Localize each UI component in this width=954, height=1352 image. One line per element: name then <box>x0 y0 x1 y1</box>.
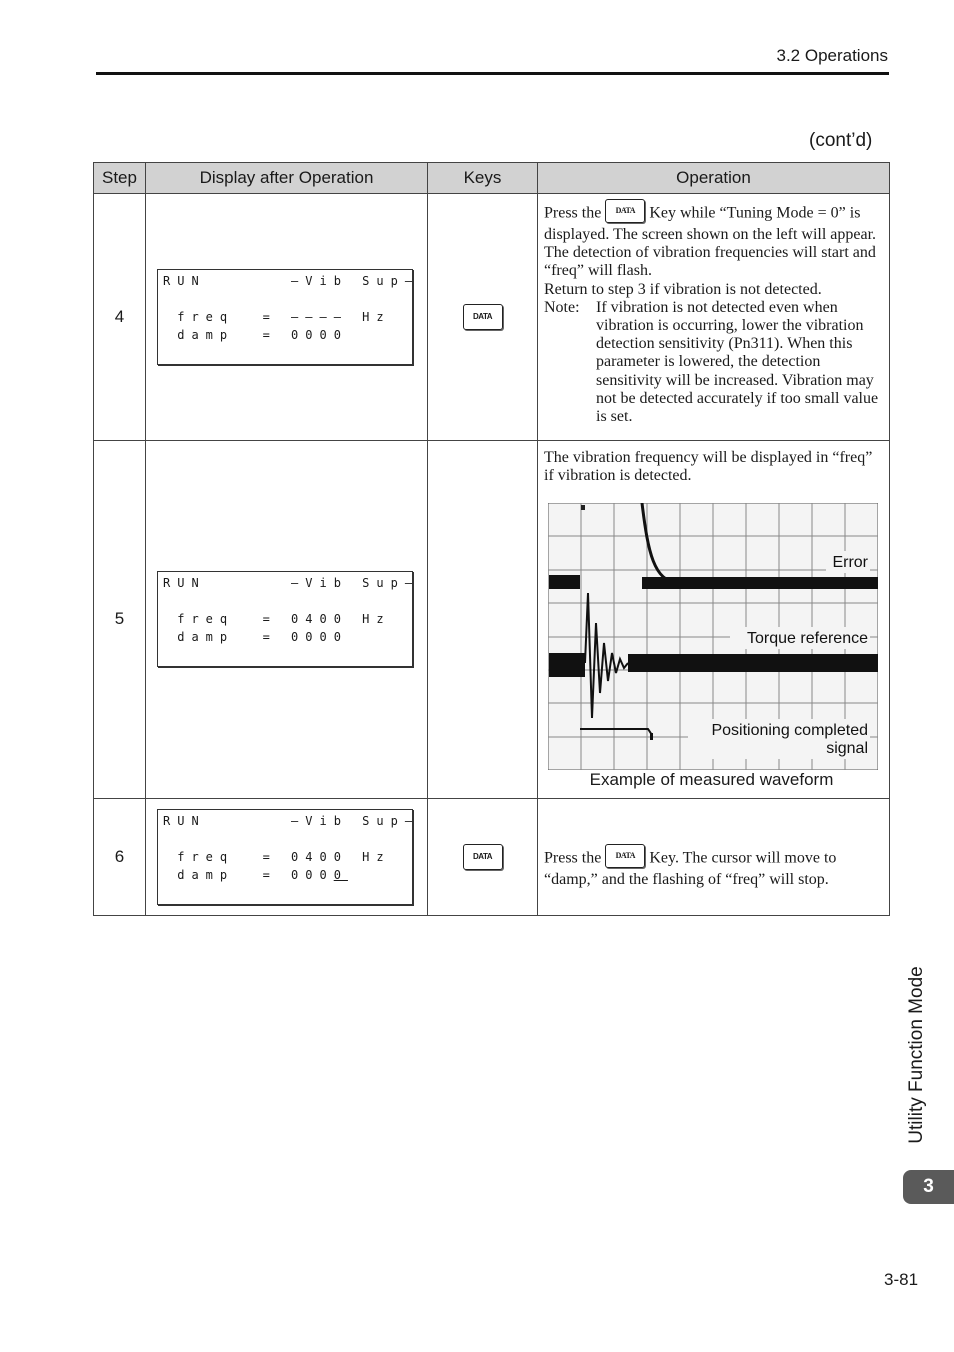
sidebar-label: Utility Function Mode <box>906 966 927 1144</box>
display-cell <box>146 441 428 799</box>
waveform-caption: Example of measured waveform <box>589 770 834 790</box>
lcd-line-damp: damp = 0000 <box>163 630 348 645</box>
step-number: 5 <box>94 441 146 799</box>
lcd-display <box>157 571 420 667</box>
operation-return-text: Return to step 3 if vibration is not detected. <box>544 280 822 298</box>
lcd-damp-value: damp = 000 <box>163 867 334 882</box>
chapter-badge: 3 <box>903 1170 954 1204</box>
page-number: 3-81 <box>884 1270 919 1289</box>
data-key-button[interactable]: DATA <box>463 844 503 870</box>
step-number: 4 <box>94 194 146 441</box>
operation-note <box>544 299 879 426</box>
column-header-display: Display after Operation <box>146 163 428 194</box>
operation-cell <box>538 194 890 441</box>
operation-text-post: Key. The cursor will move to “damp,” and the flashing of “freq” will stop. <box>544 849 837 888</box>
display-cell <box>146 194 428 441</box>
operation-text <box>544 847 879 889</box>
keys-cell <box>428 441 538 799</box>
operation-cell <box>538 441 890 799</box>
operation-text-pre: Press the <box>544 204 602 222</box>
table-row-step-4 <box>94 194 890 441</box>
operation-steps-table <box>93 162 890 916</box>
table-row-step-5 <box>94 441 890 799</box>
sidebar-chapter-tab <box>897 955 937 1155</box>
measured-waveform-figure <box>548 503 878 770</box>
header-rule <box>96 72 889 75</box>
label-positioning-signal: signal <box>826 740 868 758</box>
lcd-display <box>157 269 420 365</box>
operation-text-post: Key while “Tuning Mode = 0” is displayed. The screen shown on the left will appear. The detection of vibration frequencies will start and “freq” will flash. <box>544 204 877 280</box>
lcd-line-freq: freq = ———— Hz <box>163 310 391 324</box>
lcd-line-freq: freq = 0400 Hz <box>163 849 391 864</box>
section-title: 3.2 Operations <box>776 46 888 65</box>
note-label: Note: <box>544 298 580 316</box>
column-header-keys: Keys <box>428 163 538 194</box>
lcd-line-damp <box>163 868 348 882</box>
step-number: 6 <box>94 798 146 915</box>
lcd-line-damp: damp = 0000 <box>163 328 348 342</box>
note-text: If vibration is not detected even when vibration is occurring, lower the vibration detection sensitivity (Pn311). When this parameter is lowered, the detection sensitivity will be increased. Vibration may not be detected accurately if too small value is set. <box>596 298 879 426</box>
label-torque-reference: Torque reference <box>747 630 868 648</box>
data-key-button[interactable]: DATA <box>463 304 503 330</box>
operation-text-pre: Press the <box>544 849 602 867</box>
lcd-line-mode: RUN —Vib Sup— <box>163 813 420 828</box>
continued-label: (cont’d) <box>809 130 873 151</box>
lcd-line-mode: RUN —Vib Sup— <box>163 576 420 591</box>
table-row-step-6 <box>94 798 890 915</box>
label-positioning-completed: Positioning completed <box>711 722 868 740</box>
operation-text: The vibration frequency will be displayed in “freq” if vibration is detected. <box>544 449 873 485</box>
column-header-step: Step <box>94 163 146 194</box>
keys-cell <box>428 194 538 441</box>
lcd-line-mode: RUN —Vib Sup— <box>163 274 420 288</box>
trigger-marker <box>581 505 585 510</box>
data-key-inline-icon: DATA <box>605 199 645 223</box>
operation-cell <box>538 798 890 915</box>
column-header-operation: Operation <box>538 163 890 194</box>
label-error: Error <box>832 554 868 572</box>
table-header-row <box>94 163 890 194</box>
lcd-cursor-digit: 0 <box>333 867 348 882</box>
display-cell <box>146 798 428 915</box>
operation-text <box>544 202 879 281</box>
keys-cell <box>428 798 538 915</box>
data-key-inline-icon: DATA <box>605 844 645 868</box>
lcd-line-freq: freq = 0400 Hz <box>163 612 391 627</box>
lcd-display <box>157 809 420 905</box>
